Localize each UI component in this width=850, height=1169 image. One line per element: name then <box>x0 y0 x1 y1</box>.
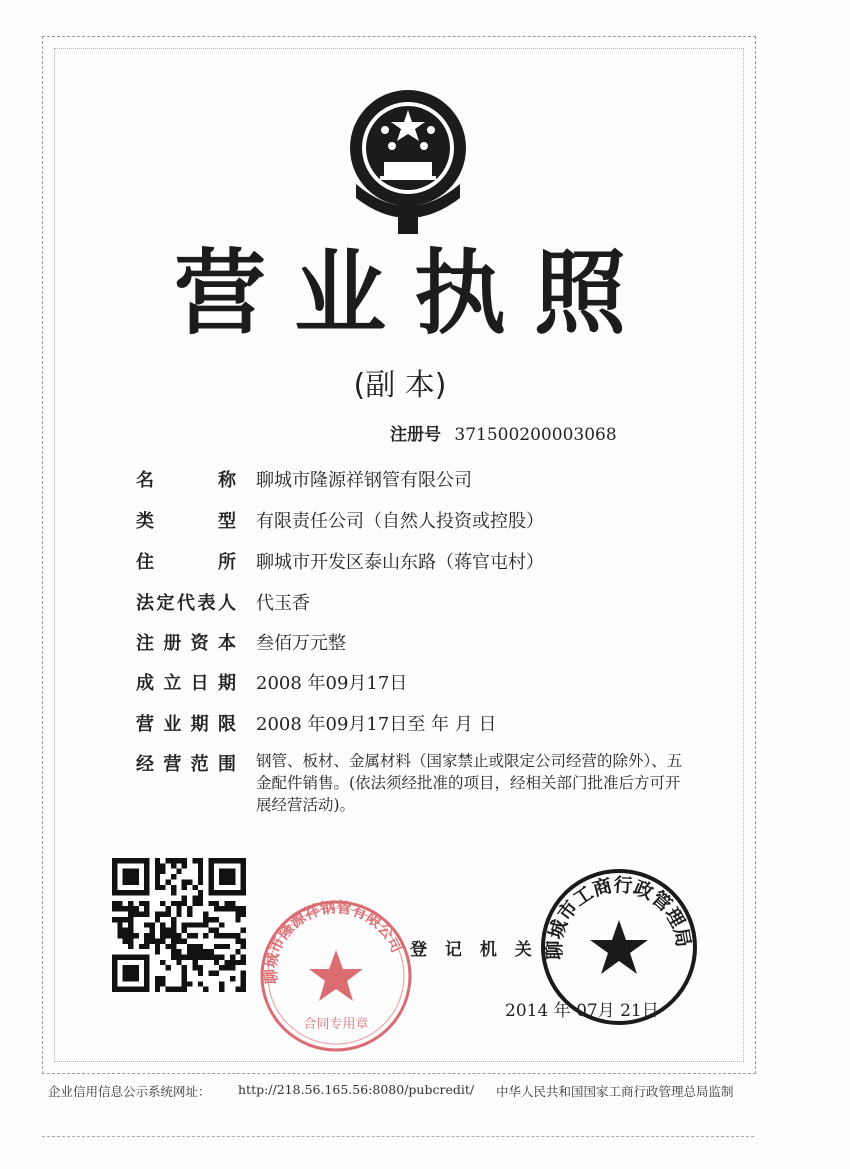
registration-label: 注册号 <box>390 425 441 445</box>
svg-text:聊城市工商行政管理局: 聊城市工商行政管理局 <box>543 874 695 960</box>
footer-left: 企业信用信息公示系统网址： <box>48 1084 211 1099</box>
field-value: 2008 年09月17日至 年 月 日 <box>256 714 497 735</box>
field-value: 聊城市开发区泰山东路（蒋官屯村） <box>256 552 544 573</box>
qr-code <box>112 858 246 992</box>
registration-authority-label: 登 记 机 关 <box>410 940 538 960</box>
field-value: 2008 年09月17日 <box>256 673 408 694</box>
field-label: 住 所 <box>136 552 236 573</box>
company-seal <box>258 898 414 1054</box>
field-value: 叁佰万元整 <box>256 633 346 654</box>
registration-number <box>390 420 617 445</box>
field-value: 钢管、板材、金属材料（国家禁止或限定公司经营的除外）、五金配件销售。(依法须经批准的项目，经相关部门批准后方可开展经营活动)。 <box>256 752 683 814</box>
field-value: 有限责任公司（自然人投资或控股） <box>256 511 544 532</box>
national-emblem-icon <box>340 88 476 238</box>
document-subtitle: (副 本) <box>353 368 447 403</box>
svg-text:聊城市隆源祥钢管有限公司: 聊城市隆源祥钢管有限公司 <box>261 898 407 985</box>
footer-url[interactable]: http://218.56.165.56:8080/pubcredit/ <box>238 1082 475 1097</box>
footer-right: 中华人民共和国国家工商行政管理总局监制 <box>496 1084 734 1099</box>
field-label: 营 业 期 限 <box>136 714 236 735</box>
bottom-divider <box>42 1136 754 1137</box>
registration-value: 371500200003068 <box>454 425 617 445</box>
field-value: 聊城市隆源祥钢管有限公司 <box>256 470 472 491</box>
field-label: 法 定 代 表 人 <box>136 593 236 614</box>
field-label: 类 型 <box>136 511 236 532</box>
field-value: 代玉香 <box>256 593 310 614</box>
field-label: 注 册 资 本 <box>136 633 236 654</box>
issue-date: 2014 年 07月 21日 <box>505 1001 659 1021</box>
document-title: 营业执照 <box>173 240 654 347</box>
field-label: 名 称 <box>136 470 236 491</box>
field-label: 成 立 日 期 <box>136 673 236 694</box>
svg-text:合同专用章: 合同专用章 <box>303 1017 369 1032</box>
field-label: 经 营 范 围 <box>136 754 236 775</box>
